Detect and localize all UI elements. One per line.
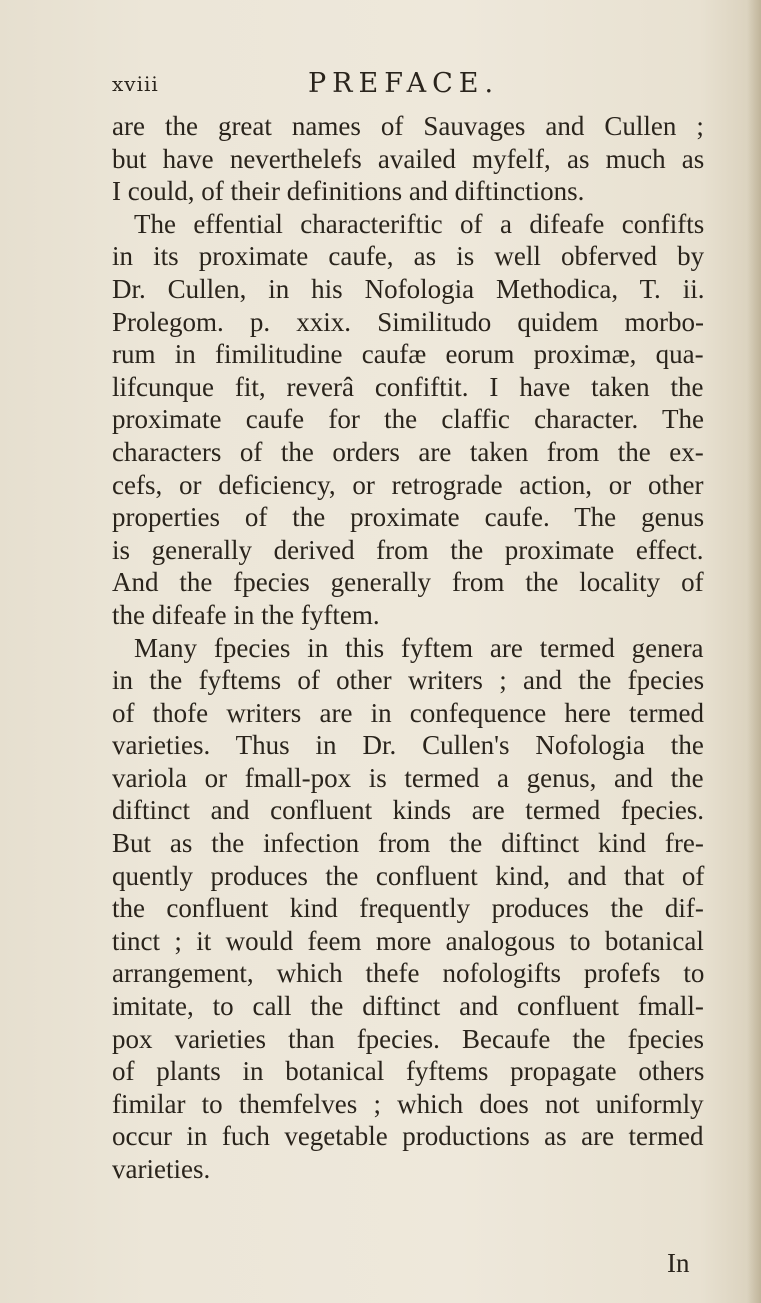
page-header — [112, 68, 672, 102]
body-text — [112, 110, 712, 1186]
text-line: characters of the orders are taken from the ex- — [112, 436, 704, 467]
text-line: in the fyftems of other writers ; and the fpecies — [112, 665, 705, 696]
text-line: varieties. Thus in Dr. Cullen's Nofologia the — [112, 730, 704, 761]
text-line: the confluent kind frequently produces the dif- — [112, 893, 704, 924]
text-line: but have neverthelefs availed myfelf, as much as — [112, 143, 705, 174]
text-line: tinct ; it would feem more analogous to botanical — [112, 925, 704, 956]
text-line: is generally derived from the proximate effect. — [112, 534, 704, 565]
page-number: xviii — [112, 72, 159, 96]
text-line: varieties. — [112, 1154, 211, 1184]
text-line: in its proximate caufe, as is well obferved by — [112, 241, 705, 272]
paragraph-first-line: Many fpecies in this fyftem are termed genera — [134, 632, 704, 663]
text-line: proximate caufe for the claffic character. The — [112, 404, 704, 435]
text-line: Prolegom. p. xxix. Similitudo quidem morbo- — [112, 306, 704, 337]
running-head: PREFACE. — [308, 68, 500, 99]
text-line: imitate, to call the diftinct and confluent fmall- — [112, 991, 704, 1022]
text-line: properties of the proximate caufe. The genus — [112, 502, 705, 533]
text-line: are the great names of Sauvages and Cullen ; — [112, 111, 704, 141]
text-line: the difeafe in the fyftem. — [112, 599, 380, 630]
text-line: But as the infection from the diftinct kind fre- — [112, 828, 704, 859]
text-line: And the fpecies generally from the locality of — [112, 567, 704, 598]
text-line: lifcunque fit, reverâ confiftit. I have taken the — [112, 371, 704, 402]
text-line: quently produces the confluent kind, and that of — [112, 860, 705, 891]
text-line: variola or fmall-pox is termed a genus, and the — [112, 762, 704, 793]
text-line: of thofe writers are in confequence here termed — [112, 697, 704, 728]
text-line: of plants in botanical fyftems propagate others — [112, 1056, 705, 1087]
text-line: pox varieties than fpecies. Becaufe the fpecies — [112, 1023, 705, 1054]
text-line: occur in fuch vegetable productions as are termed — [112, 1121, 704, 1152]
text-line: I could, of their definitions and diftinctions. — [112, 176, 585, 207]
text-line: rum in fimilitudine caufæ eorum proximæ, qua- — [112, 339, 704, 370]
text-line: fimilar to themfelves ; which does not uniformly — [112, 1088, 704, 1119]
catchword: In — [667, 1248, 690, 1278]
page-edge-shadow — [747, 0, 761, 1303]
paragraph-first-line: The effential characteriftic of a difeafe confifts — [134, 208, 705, 239]
text-line: diftinct and confluent kinds are termed fpecies. — [112, 795, 705, 826]
text-line: arrangement, which thefe nofologifts profefs to — [112, 958, 705, 989]
text-line: cefs, or deficiency, or retrograde action, or other — [112, 469, 704, 500]
text-line: Dr. Cullen, in his Nofologia Methodica, T. ii. — [112, 273, 705, 304]
